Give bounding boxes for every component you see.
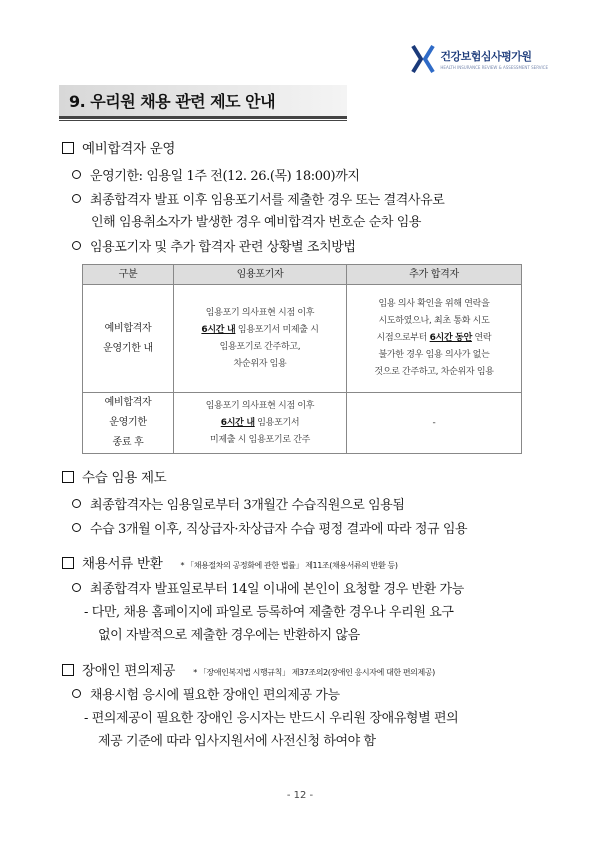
probation-heading: 수습 임용 제도 [62, 466, 166, 486]
section-title: 9. 우리원 채용 관련 제도 안내 [59, 85, 347, 119]
disability-sub-2: 제공 기준에 따라 입사지원서에 사전신청 하여야 함 [98, 734, 376, 749]
reserve-bullet-rule-cont: 인해 임용취소자가 발생한 경우 예비합격자 번호순 순차 임용 [91, 215, 422, 230]
circle-bullet-icon [72, 499, 81, 508]
disability-heading: 장애인 편의제공 * 「장애인복지법 시행규칙」 제37조의2(장애인 응시자에 대한 편의제공) [62, 659, 435, 679]
table-header-category: 구분 [83, 265, 174, 285]
documents-sub-2: 없이 자발적으로 제출한 경우에는 반환하지 않음 [98, 628, 360, 643]
reserve-bullet-rule: 최종합격자 발표 이후 임용포기서를 제출한 경우 또는 결격사유로 [72, 189, 444, 208]
row-head-after-period: 예비합격자 운영기한 종료 후 [83, 393, 174, 454]
circle-bullet-icon [72, 583, 81, 592]
reserve-bullet-deadline: 운영기한: 임용일 1주 전(12. 26.(목) 18:00)까지 [72, 165, 360, 184]
cell-resigner-after: 임용포기 의사표현 시점 이후 6시간 내 임용포기서 미제출 시 임용포기로 간주 [174, 393, 347, 454]
documents-bullet: 최종합격자 발표일로부터 14일 이내에 본인이 요청할 경우 반환 가능 [72, 578, 464, 597]
documents-legal-note: * 「채용절차의 공정화에 관한 법률」 제11조(채용서류의 반환 등) [180, 561, 398, 570]
row-head-within-period: 예비합격자 운영기한 내 [83, 285, 174, 393]
circle-bullet-icon [72, 170, 81, 179]
cell-additional-within: 임용 의사 확인을 위해 연락을 시도하였으나, 최초 통화 시도 시점으로부터 6시간 동안 연락 불가한 경우 임용 의사가 없는 것으로 간주하고, 차순위자 임용 [347, 285, 522, 393]
reserve-bullet-actions: 임용포기자 및 추가 합격자 관련 상황별 조치방법 [72, 236, 356, 255]
page-number: - 12 - [286, 790, 314, 801]
cell-additional-after: - [347, 393, 522, 454]
table-row [83, 285, 522, 393]
probation-bullet-evaluation: 수습 3개월 이후, 직상급자·차상급자 수습 평정 결과에 따라 정규 임용 [72, 518, 467, 537]
disability-bullet: 채용시험 응시에 필요한 장애인 편의제공 가능 [72, 684, 340, 703]
circle-bullet-icon [72, 194, 81, 203]
table-header-row [83, 265, 522, 285]
logo-name: 건강보험심사평가원 [440, 50, 532, 63]
reserve-heading: 예비합격자 운영 [62, 137, 175, 157]
square-bullet-icon [62, 557, 74, 569]
square-bullet-icon [62, 142, 74, 154]
circle-bullet-icon [72, 241, 81, 250]
documents-heading: 채용서류 반환 * 「채용절차의 공정화에 관한 법률」 제11조(채용서류의 반환 등) [62, 552, 398, 572]
table-header-resigner: 임용포기자 [174, 265, 347, 285]
disability-legal-note: * 「장애인복지법 시행규칙」 제37조의2(장애인 응시자에 대한 편의제공) [193, 668, 435, 677]
circle-bullet-icon [72, 689, 81, 698]
table-header-additional: 추가 합격자 [347, 265, 522, 285]
cell-resigner-within: 임용포기 의사표현 시점 이후 6시간 내 임용포기서 미제출 시 임용포기로 간주하고, 차순위자 임용 [174, 285, 347, 393]
organization-logo [410, 44, 548, 74]
table-row [83, 393, 522, 454]
square-bullet-icon [62, 664, 74, 676]
logo-emblem-icon [410, 44, 436, 74]
circle-bullet-icon [72, 523, 81, 532]
documents-sub-1: - 다만, 채용 홈페이지에 파일로 등록하여 제출한 경우나 우리원 요구 [84, 605, 454, 620]
logo-subtitle: HEALTH INSURANCE REVIEW & ASSESSMENT SERVICE [440, 65, 548, 70]
square-bullet-icon [62, 471, 74, 483]
probation-bullet-period: 최종합격자는 임용일로부터 3개월간 수습직원으로 임용됨 [72, 494, 405, 513]
disability-sub-1: - 편의제공이 필요한 장애인 응시자는 반드시 우리원 장애유형별 편의 [84, 711, 459, 726]
reserve-action-table [82, 264, 522, 454]
